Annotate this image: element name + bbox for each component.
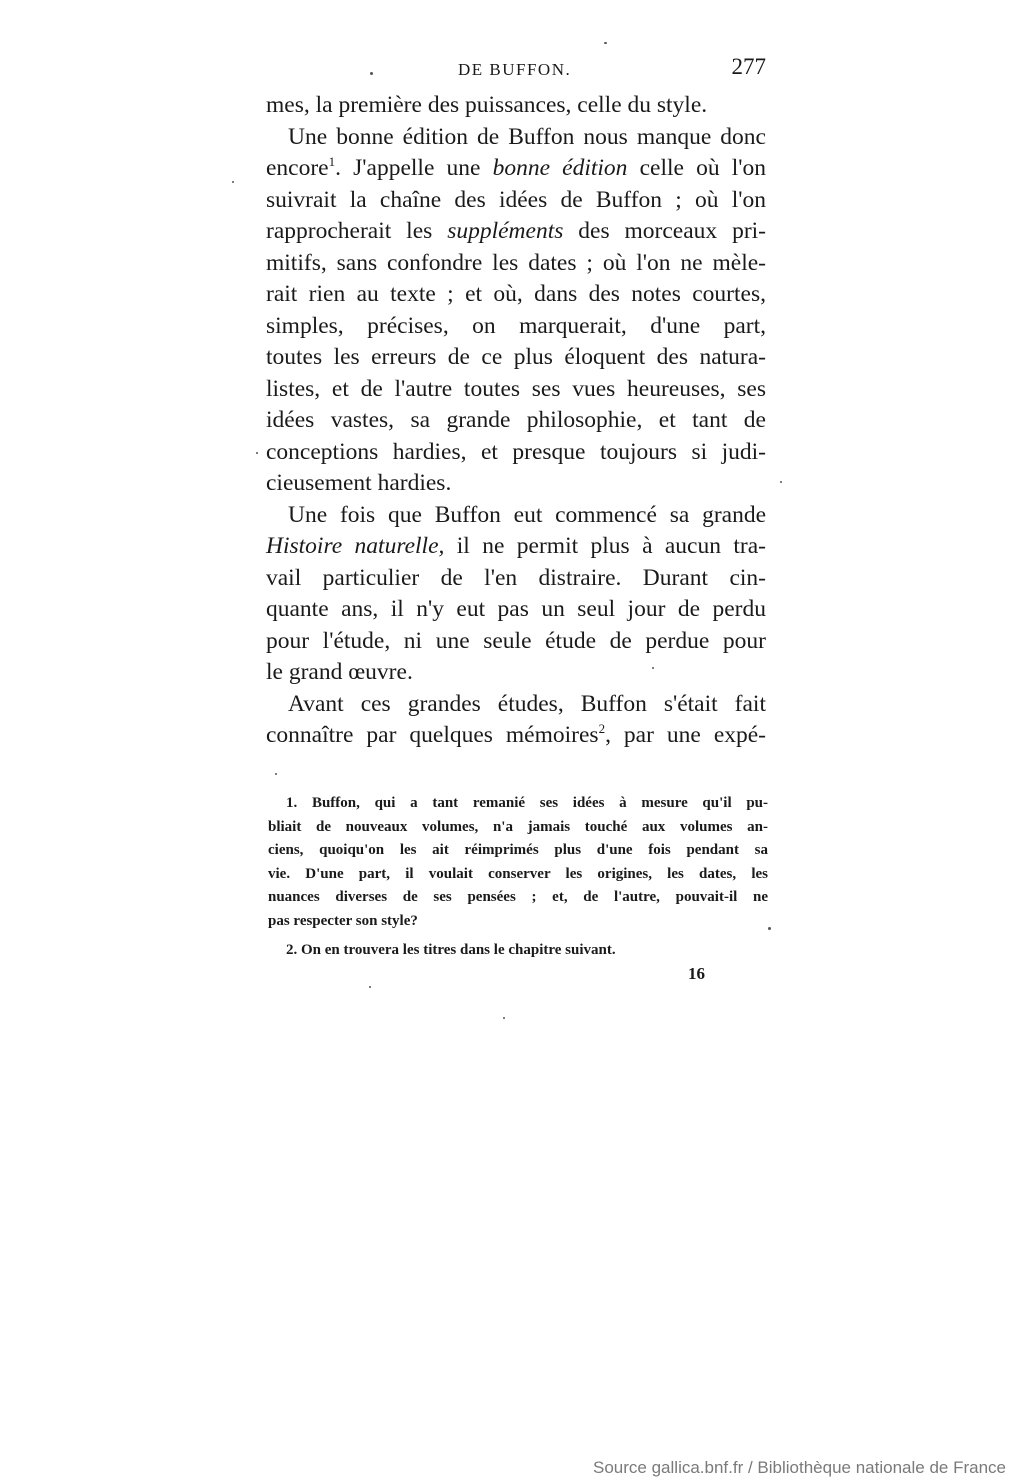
text-line: pour l'étude, ni une seule étude de perdue pour bbox=[266, 627, 766, 654]
page-number: 277 bbox=[731, 54, 766, 79]
footnotes bbox=[268, 792, 768, 963]
body-text bbox=[266, 90, 766, 752]
page-header bbox=[266, 54, 766, 88]
scan-speck bbox=[503, 1017, 505, 1019]
scan-speck bbox=[232, 181, 234, 183]
footnote-2: 2. On en trouvera les titres dans le chapitre suivant. bbox=[286, 942, 616, 958]
italic-emphasis: bonne édition bbox=[492, 155, 628, 181]
scan-speck bbox=[604, 42, 607, 44]
text-line: mes, la première des puissances, celle du style. bbox=[266, 92, 708, 118]
footnote-line: vie. D'une part, il voulait conserver les origines, les dates, les bbox=[268, 865, 768, 882]
scan-speck bbox=[275, 773, 277, 775]
italic-emphasis: suppléments bbox=[447, 218, 564, 244]
text-line: toutes les erreurs de ce plus éloquent des natura- bbox=[266, 344, 766, 370]
footnote-reference: 2 bbox=[598, 721, 606, 736]
scan-speck bbox=[768, 927, 771, 930]
printer-signature: 16 bbox=[688, 964, 705, 983]
running-title: DE BUFFON. bbox=[458, 60, 572, 79]
footnote-line: 1. Buffon, qui a tant remanié ses idées à mesure qu'il pu- bbox=[286, 795, 768, 811]
text-line: conceptions hardies, et presque toujours si judi- bbox=[266, 438, 766, 465]
text-line: suivrait la chaîne des idées de Buffon ; où l'on bbox=[266, 186, 766, 213]
italic-title: Histoire naturelle, bbox=[266, 533, 445, 559]
footnote-reference: 1 bbox=[328, 154, 336, 169]
scan-speck bbox=[256, 452, 258, 454]
text-line: rait rien au texte ; et où, dans des notes courtes, bbox=[266, 281, 766, 307]
text-line-composite: Histoire naturelle, il ne permit plus à aucun tra- bbox=[266, 533, 766, 559]
text-line: Une fois que Buffon eut commencé sa grande bbox=[288, 501, 766, 528]
text-line: vail particulier de l'en distraire. Durant cin- bbox=[266, 564, 766, 591]
text-line: simples, précises, on marquerait, d'une part, bbox=[266, 312, 766, 339]
footnote-line: pas respecter son style? bbox=[268, 912, 418, 929]
text-line-composite: rapprocherait les suppléments des morceaux pri- bbox=[266, 218, 766, 244]
text-line: idées vastes, sa grande philosophie, et tant de bbox=[266, 407, 766, 433]
text-line: cieusement hardies. bbox=[266, 470, 452, 496]
scan-speck bbox=[780, 481, 782, 483]
text-line-composite: encore$^1$. J'appelle une bonne édition celle où l'on bbox=[266, 154, 766, 181]
footnote-line: ciens, quoiqu'on les ait réimprimés plus d'une fois pendant sa bbox=[268, 842, 768, 858]
text-line-composite: connaître par quelques mémoires$^2$, par une expé- bbox=[266, 721, 767, 748]
source-credit: Source gallica.bnf.fr / Bibliothèque nationale de France bbox=[593, 1458, 1006, 1477]
text-line: Une bonne édition de Buffon nous manque donc bbox=[288, 123, 766, 150]
scan-speck bbox=[652, 667, 654, 669]
footnote-line: bliait de nouveaux volumes, n'a jamais touché aux volumes an- bbox=[268, 818, 768, 835]
text-line: le grand œuvre. bbox=[266, 659, 413, 685]
text-line: Avant ces grandes études, Buffon s'était fait bbox=[288, 690, 766, 717]
text-line: mitifs, sans confondre les dates ; où l'on ne mèle- bbox=[266, 249, 766, 276]
scan-speck bbox=[370, 72, 373, 75]
text-line: listes, et de l'autre toutes ses vues heureuses, ses bbox=[266, 375, 766, 402]
text-line: quante ans, il n'y eut pas un seul jour de perdu bbox=[266, 596, 766, 622]
footnote-line: nuances diverses de ses pensées ; et, de l'autre, pouvait-il ne bbox=[268, 889, 768, 905]
scan-speck bbox=[369, 986, 371, 988]
